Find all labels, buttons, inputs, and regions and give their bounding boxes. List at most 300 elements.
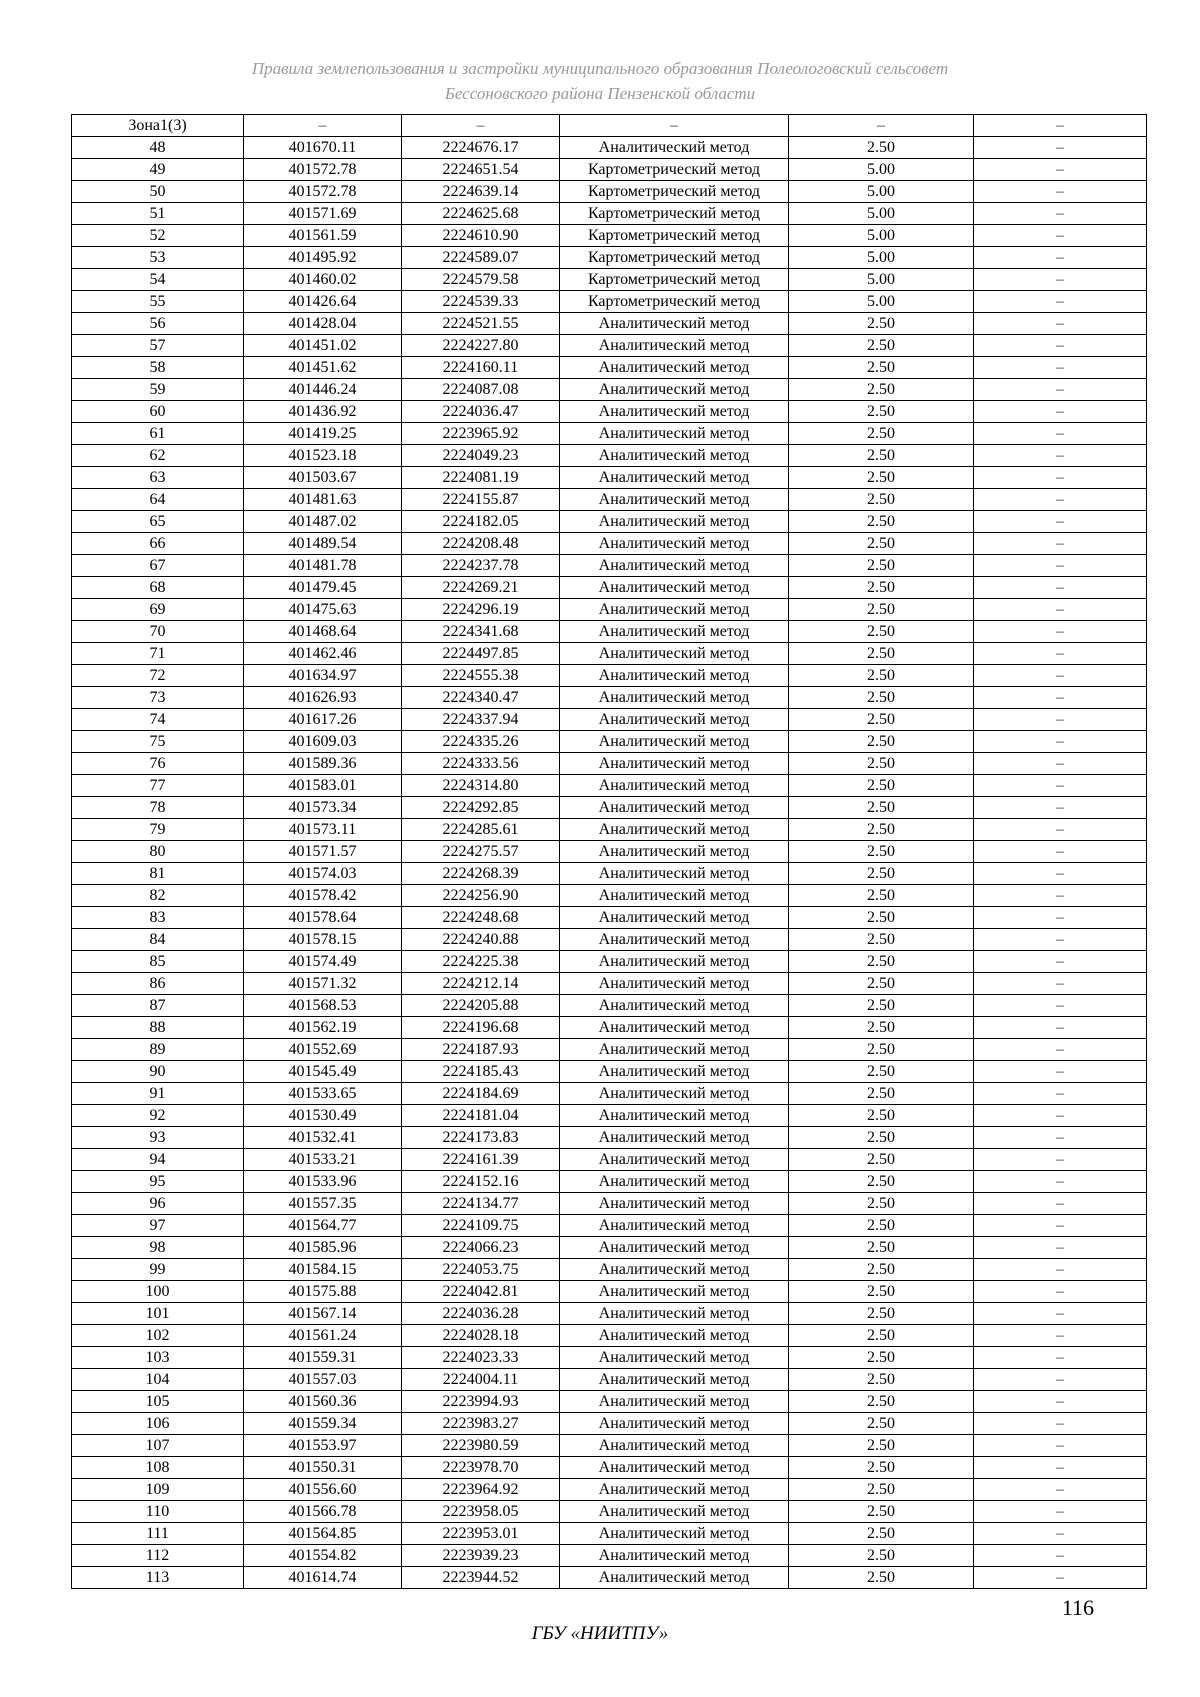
table-row <box>72 335 1147 357</box>
table-row <box>72 159 1147 181</box>
y-coordinate-cell: 2224066.23 <box>402 1237 560 1259</box>
accuracy-cell: 2.50 <box>789 995 974 1017</box>
point-number-cell: 71 <box>72 643 244 665</box>
point-number-cell: 48 <box>72 137 244 159</box>
x-coordinate-cell: 401495.92 <box>244 247 402 269</box>
y-coordinate-cell: 2224004.11 <box>402 1369 560 1391</box>
y-coordinate-cell: 2224087.08 <box>402 379 560 401</box>
point-number-cell: 104 <box>72 1369 244 1391</box>
table-row <box>72 489 1147 511</box>
x-coordinate-cell: 401489.54 <box>244 533 402 555</box>
description-cell: – <box>974 995 1147 1017</box>
accuracy-cell: 2.50 <box>789 1061 974 1083</box>
point-number-cell: 87 <box>72 995 244 1017</box>
method-cell: Аналитический метод <box>560 1479 789 1501</box>
accuracy-cell: 2.50 <box>789 1479 974 1501</box>
x-coordinate-cell: 401533.21 <box>244 1149 402 1171</box>
point-number-cell: 98 <box>72 1237 244 1259</box>
y-coordinate-cell: 2224208.48 <box>402 533 560 555</box>
x-coordinate-cell: 401503.67 <box>244 467 402 489</box>
accuracy-cell: 2.50 <box>789 885 974 907</box>
description-cell: – <box>974 797 1147 819</box>
method-cell: Аналитический метод <box>560 599 789 621</box>
point-number-cell: 81 <box>72 863 244 885</box>
point-number-cell: 66 <box>72 533 244 555</box>
accuracy-cell: 2.50 <box>789 819 974 841</box>
point-number-cell: 75 <box>72 731 244 753</box>
method-cell: Аналитический метод <box>560 1457 789 1479</box>
description-cell: – <box>974 1215 1147 1237</box>
zone-method-cell: – <box>560 115 789 137</box>
method-cell: Аналитический метод <box>560 401 789 423</box>
description-cell: – <box>974 643 1147 665</box>
accuracy-cell: 2.50 <box>789 335 974 357</box>
method-cell: Аналитический метод <box>560 907 789 929</box>
table-row <box>72 973 1147 995</box>
point-number-cell: 74 <box>72 709 244 731</box>
accuracy-cell: 2.50 <box>789 1369 974 1391</box>
description-cell: – <box>974 1567 1147 1589</box>
point-number-cell: 101 <box>72 1303 244 1325</box>
accuracy-cell: 2.50 <box>789 1567 974 1589</box>
method-cell: Аналитический метод <box>560 1325 789 1347</box>
method-cell: Аналитический метод <box>560 775 789 797</box>
method-cell: Аналитический метод <box>560 995 789 1017</box>
y-coordinate-cell: 2224497.85 <box>402 643 560 665</box>
x-coordinate-cell: 401523.18 <box>244 445 402 467</box>
method-cell: Аналитический метод <box>560 1347 789 1369</box>
method-cell: Аналитический метод <box>560 1215 789 1237</box>
zone-y-cell: – <box>402 115 560 137</box>
y-coordinate-cell: 2224160.11 <box>402 357 560 379</box>
table-row <box>72 621 1147 643</box>
accuracy-cell: 5.00 <box>789 247 974 269</box>
x-coordinate-cell: 401556.60 <box>244 1479 402 1501</box>
table-row <box>72 181 1147 203</box>
x-coordinate-cell: 401436.92 <box>244 401 402 423</box>
accuracy-cell: 2.50 <box>789 1259 974 1281</box>
x-coordinate-cell: 401451.02 <box>244 335 402 357</box>
description-cell: – <box>974 951 1147 973</box>
point-number-cell: 112 <box>72 1545 244 1567</box>
description-cell: – <box>974 1061 1147 1083</box>
x-coordinate-cell: 401571.69 <box>244 203 402 225</box>
method-cell: Аналитический метод <box>560 555 789 577</box>
zone-x-cell: – <box>244 115 402 137</box>
y-coordinate-cell: 2224248.68 <box>402 907 560 929</box>
table-row <box>72 1083 1147 1105</box>
y-coordinate-cell: 2223964.92 <box>402 1479 560 1501</box>
y-coordinate-cell: 2224155.87 <box>402 489 560 511</box>
point-number-cell: 60 <box>72 401 244 423</box>
description-cell: – <box>974 1039 1147 1061</box>
accuracy-cell: 2.50 <box>789 1083 974 1105</box>
x-coordinate-cell: 401634.97 <box>244 665 402 687</box>
description-cell: – <box>974 1523 1147 1545</box>
accuracy-cell: 2.50 <box>789 1237 974 1259</box>
table-row <box>72 1479 1147 1501</box>
description-cell: – <box>974 1193 1147 1215</box>
description-cell: – <box>974 335 1147 357</box>
description-cell: – <box>974 973 1147 995</box>
method-cell: Картометрический метод <box>560 291 789 313</box>
zone-description-cell: – <box>974 115 1147 137</box>
table-row <box>72 467 1147 489</box>
accuracy-cell: 2.50 <box>789 841 974 863</box>
accuracy-cell: 2.50 <box>789 1457 974 1479</box>
description-cell: – <box>974 1017 1147 1039</box>
table-row <box>72 995 1147 1017</box>
table-row <box>72 1369 1147 1391</box>
accuracy-cell: 2.50 <box>789 489 974 511</box>
y-coordinate-cell: 2224337.94 <box>402 709 560 731</box>
y-coordinate-cell: 2224341.68 <box>402 621 560 643</box>
method-cell: Аналитический метод <box>560 1303 789 1325</box>
point-number-cell: 93 <box>72 1127 244 1149</box>
accuracy-cell: 5.00 <box>789 269 974 291</box>
table-row <box>72 1039 1147 1061</box>
point-number-cell: 89 <box>72 1039 244 1061</box>
x-coordinate-cell: 401554.82 <box>244 1545 402 1567</box>
y-coordinate-cell: 2224555.38 <box>402 665 560 687</box>
accuracy-cell: 2.50 <box>789 1171 974 1193</box>
point-number-cell: 49 <box>72 159 244 181</box>
table-row <box>72 445 1147 467</box>
point-number-cell: 65 <box>72 511 244 533</box>
y-coordinate-cell: 2224036.28 <box>402 1303 560 1325</box>
y-coordinate-cell: 2223944.52 <box>402 1567 560 1589</box>
description-cell: – <box>974 1435 1147 1457</box>
table-row <box>72 1215 1147 1237</box>
x-coordinate-cell: 401572.78 <box>244 159 402 181</box>
point-number-cell: 62 <box>72 445 244 467</box>
description-cell: – <box>974 423 1147 445</box>
x-coordinate-cell: 401574.03 <box>244 863 402 885</box>
table-row <box>72 379 1147 401</box>
description-cell: – <box>974 247 1147 269</box>
table-row <box>72 1281 1147 1303</box>
accuracy-cell: 2.50 <box>789 1325 974 1347</box>
x-coordinate-cell: 401557.03 <box>244 1369 402 1391</box>
x-coordinate-cell: 401460.02 <box>244 269 402 291</box>
accuracy-cell: 2.50 <box>789 797 974 819</box>
method-cell: Картометрический метод <box>560 203 789 225</box>
method-cell: Аналитический метод <box>560 467 789 489</box>
x-coordinate-cell: 401487.02 <box>244 511 402 533</box>
accuracy-cell: 2.50 <box>789 599 974 621</box>
method-cell: Аналитический метод <box>560 731 789 753</box>
description-cell: – <box>974 137 1147 159</box>
y-coordinate-cell: 2223958.05 <box>402 1501 560 1523</box>
point-number-cell: 79 <box>72 819 244 841</box>
accuracy-cell: 2.50 <box>789 379 974 401</box>
accuracy-cell: 2.50 <box>789 951 974 973</box>
description-cell: – <box>974 577 1147 599</box>
table-row <box>72 1391 1147 1413</box>
description-cell: – <box>974 1391 1147 1413</box>
accuracy-cell: 2.50 <box>789 1501 974 1523</box>
table-row <box>72 511 1147 533</box>
y-coordinate-cell: 2223953.01 <box>402 1523 560 1545</box>
x-coordinate-cell: 401552.69 <box>244 1039 402 1061</box>
y-coordinate-cell: 2224296.19 <box>402 599 560 621</box>
description-cell: – <box>974 313 1147 335</box>
table-row <box>72 423 1147 445</box>
page-header <box>0 56 1200 106</box>
x-coordinate-cell: 401670.11 <box>244 137 402 159</box>
x-coordinate-cell: 401574.49 <box>244 951 402 973</box>
y-coordinate-cell: 2223983.27 <box>402 1413 560 1435</box>
description-cell: – <box>974 225 1147 247</box>
y-coordinate-cell: 2223994.93 <box>402 1391 560 1413</box>
method-cell: Аналитический метод <box>560 1105 789 1127</box>
method-cell: Аналитический метод <box>560 357 789 379</box>
method-cell: Аналитический метод <box>560 1259 789 1281</box>
y-coordinate-cell: 2224237.78 <box>402 555 560 577</box>
x-coordinate-cell: 401559.34 <box>244 1413 402 1435</box>
table-row <box>72 1523 1147 1545</box>
accuracy-cell: 2.50 <box>789 1105 974 1127</box>
y-coordinate-cell: 2224240.88 <box>402 929 560 951</box>
y-coordinate-cell: 2224134.77 <box>402 1193 560 1215</box>
accuracy-cell: 2.50 <box>789 1193 974 1215</box>
accuracy-cell: 5.00 <box>789 181 974 203</box>
y-coordinate-cell: 2224275.57 <box>402 841 560 863</box>
description-cell: – <box>974 753 1147 775</box>
x-coordinate-cell: 401481.63 <box>244 489 402 511</box>
accuracy-cell: 2.50 <box>789 423 974 445</box>
point-number-cell: 92 <box>72 1105 244 1127</box>
y-coordinate-cell: 2224181.04 <box>402 1105 560 1127</box>
point-number-cell: 56 <box>72 313 244 335</box>
accuracy-cell: 5.00 <box>789 225 974 247</box>
point-number-cell: 103 <box>72 1347 244 1369</box>
description-cell: – <box>974 665 1147 687</box>
table-row <box>72 1303 1147 1325</box>
table-row <box>72 709 1147 731</box>
table-row <box>72 225 1147 247</box>
y-coordinate-cell: 2224036.47 <box>402 401 560 423</box>
method-cell: Аналитический метод <box>560 1413 789 1435</box>
method-cell: Аналитический метод <box>560 1127 789 1149</box>
x-coordinate-cell: 401479.45 <box>244 577 402 599</box>
y-coordinate-cell: 2223978.70 <box>402 1457 560 1479</box>
accuracy-cell: 2.50 <box>789 445 974 467</box>
table-row <box>72 533 1147 555</box>
accuracy-cell: 2.50 <box>789 401 974 423</box>
zone-name-cell: Зона1(3) <box>72 115 244 137</box>
x-coordinate-cell: 401572.78 <box>244 181 402 203</box>
accuracy-cell: 2.50 <box>789 1391 974 1413</box>
method-cell: Аналитический метод <box>560 885 789 907</box>
header-line-1: Правила землепользования и застройки муниципального образования Полеологовский сельсовет <box>251 59 949 78</box>
table-row <box>72 1259 1147 1281</box>
x-coordinate-cell: 401589.36 <box>244 753 402 775</box>
method-cell: Аналитический метод <box>560 819 789 841</box>
x-coordinate-cell: 401475.63 <box>244 599 402 621</box>
y-coordinate-cell: 2224292.85 <box>402 797 560 819</box>
x-coordinate-cell: 401571.57 <box>244 841 402 863</box>
accuracy-cell: 2.50 <box>789 1215 974 1237</box>
description-cell: – <box>974 1105 1147 1127</box>
point-number-cell: 67 <box>72 555 244 577</box>
x-coordinate-cell: 401614.74 <box>244 1567 402 1589</box>
table-row <box>72 885 1147 907</box>
method-cell: Аналитический метод <box>560 445 789 467</box>
accuracy-cell: 2.50 <box>789 1039 974 1061</box>
accuracy-cell: 2.50 <box>789 709 974 731</box>
point-number-cell: 86 <box>72 973 244 995</box>
method-cell: Аналитический метод <box>560 797 789 819</box>
description-cell: – <box>974 929 1147 951</box>
accuracy-cell: 2.50 <box>789 1347 974 1369</box>
method-cell: Картометрический метод <box>560 159 789 181</box>
y-coordinate-cell: 2224187.93 <box>402 1039 560 1061</box>
y-coordinate-cell: 2224651.54 <box>402 159 560 181</box>
table-row <box>72 1149 1147 1171</box>
method-cell: Аналитический метод <box>560 643 789 665</box>
method-cell: Аналитический метод <box>560 1083 789 1105</box>
x-coordinate-cell: 401533.96 <box>244 1171 402 1193</box>
method-cell: Аналитический метод <box>560 709 789 731</box>
description-cell: – <box>974 1149 1147 1171</box>
table-row <box>72 1171 1147 1193</box>
accuracy-cell: 5.00 <box>789 203 974 225</box>
x-coordinate-cell: 401446.24 <box>244 379 402 401</box>
accuracy-cell: 2.50 <box>789 907 974 929</box>
x-coordinate-cell: 401550.31 <box>244 1457 402 1479</box>
description-cell: – <box>974 203 1147 225</box>
method-cell: Аналитический метод <box>560 1501 789 1523</box>
x-coordinate-cell: 401609.03 <box>244 731 402 753</box>
point-number-cell: 90 <box>72 1061 244 1083</box>
description-cell: – <box>974 1303 1147 1325</box>
x-coordinate-cell: 401617.26 <box>244 709 402 731</box>
y-coordinate-cell: 2224053.75 <box>402 1259 560 1281</box>
coordinates-table <box>71 114 1147 1589</box>
point-number-cell: 77 <box>72 775 244 797</box>
x-coordinate-cell: 401573.34 <box>244 797 402 819</box>
point-number-cell: 73 <box>72 687 244 709</box>
description-cell: – <box>974 555 1147 577</box>
accuracy-cell: 2.50 <box>789 1127 974 1149</box>
description-cell: – <box>974 1413 1147 1435</box>
y-coordinate-cell: 2224285.61 <box>402 819 560 841</box>
description-cell: – <box>974 1347 1147 1369</box>
table-row <box>72 731 1147 753</box>
description-cell: – <box>974 159 1147 181</box>
accuracy-cell: 2.50 <box>789 775 974 797</box>
y-coordinate-cell: 2224182.05 <box>402 511 560 533</box>
method-cell: Аналитический метод <box>560 1171 789 1193</box>
point-number-cell: 108 <box>72 1457 244 1479</box>
method-cell: Аналитический метод <box>560 1237 789 1259</box>
point-number-cell: 84 <box>72 929 244 951</box>
x-coordinate-cell: 401583.01 <box>244 775 402 797</box>
x-coordinate-cell: 401428.04 <box>244 313 402 335</box>
y-coordinate-cell: 2224269.21 <box>402 577 560 599</box>
x-coordinate-cell: 401575.88 <box>244 1281 402 1303</box>
accuracy-cell: 2.50 <box>789 511 974 533</box>
x-coordinate-cell: 401557.35 <box>244 1193 402 1215</box>
point-number-cell: 106 <box>72 1413 244 1435</box>
x-coordinate-cell: 401559.31 <box>244 1347 402 1369</box>
point-number-cell: 111 <box>72 1523 244 1545</box>
accuracy-cell: 2.50 <box>789 863 974 885</box>
table-row <box>72 951 1147 973</box>
description-cell: – <box>974 1369 1147 1391</box>
method-cell: Аналитический метод <box>560 489 789 511</box>
y-coordinate-cell: 2224256.90 <box>402 885 560 907</box>
description-cell: – <box>974 1479 1147 1501</box>
table-row <box>72 137 1147 159</box>
description-cell: – <box>974 621 1147 643</box>
table-row <box>72 291 1147 313</box>
x-coordinate-cell: 401584.15 <box>244 1259 402 1281</box>
y-coordinate-cell: 2224109.75 <box>402 1215 560 1237</box>
accuracy-cell: 2.50 <box>789 1435 974 1457</box>
point-number-cell: 58 <box>72 357 244 379</box>
table-row <box>72 1237 1147 1259</box>
y-coordinate-cell: 2224049.23 <box>402 445 560 467</box>
point-number-cell: 69 <box>72 599 244 621</box>
table-row <box>72 1193 1147 1215</box>
point-number-cell: 102 <box>72 1325 244 1347</box>
y-coordinate-cell: 2224340.47 <box>402 687 560 709</box>
description-cell: – <box>974 775 1147 797</box>
method-cell: Аналитический метод <box>560 511 789 533</box>
x-coordinate-cell: 401481.78 <box>244 555 402 577</box>
point-number-cell: 72 <box>72 665 244 687</box>
table-row <box>72 1127 1147 1149</box>
table-row <box>72 247 1147 269</box>
table-row <box>72 577 1147 599</box>
description-cell: – <box>974 863 1147 885</box>
y-coordinate-cell: 2224268.39 <box>402 863 560 885</box>
x-coordinate-cell: 401564.77 <box>244 1215 402 1237</box>
method-cell: Аналитический метод <box>560 665 789 687</box>
x-coordinate-cell: 401578.15 <box>244 929 402 951</box>
point-number-cell: 61 <box>72 423 244 445</box>
table-row <box>72 599 1147 621</box>
y-coordinate-cell: 2224639.14 <box>402 181 560 203</box>
description-cell: – <box>974 401 1147 423</box>
point-number-cell: 94 <box>72 1149 244 1171</box>
method-cell: Аналитический метод <box>560 577 789 599</box>
y-coordinate-cell: 2224152.16 <box>402 1171 560 1193</box>
y-coordinate-cell: 2224225.38 <box>402 951 560 973</box>
accuracy-cell: 2.50 <box>789 1303 974 1325</box>
description-cell: – <box>974 1171 1147 1193</box>
method-cell: Картометрический метод <box>560 269 789 291</box>
x-coordinate-cell: 401419.25 <box>244 423 402 445</box>
accuracy-cell: 2.50 <box>789 1149 974 1171</box>
accuracy-cell: 2.50 <box>789 555 974 577</box>
x-coordinate-cell: 401561.59 <box>244 225 402 247</box>
accuracy-cell: 2.50 <box>789 313 974 335</box>
point-number-cell: 110 <box>72 1501 244 1523</box>
method-cell: Аналитический метод <box>560 973 789 995</box>
method-cell: Аналитический метод <box>560 1061 789 1083</box>
x-coordinate-cell: 401533.65 <box>244 1083 402 1105</box>
y-coordinate-cell: 2224028.18 <box>402 1325 560 1347</box>
accuracy-cell: 2.50 <box>789 1017 974 1039</box>
accuracy-cell: 2.50 <box>789 753 974 775</box>
point-number-cell: 91 <box>72 1083 244 1105</box>
point-number-cell: 80 <box>72 841 244 863</box>
point-number-cell: 82 <box>72 885 244 907</box>
y-coordinate-cell: 2224333.56 <box>402 753 560 775</box>
